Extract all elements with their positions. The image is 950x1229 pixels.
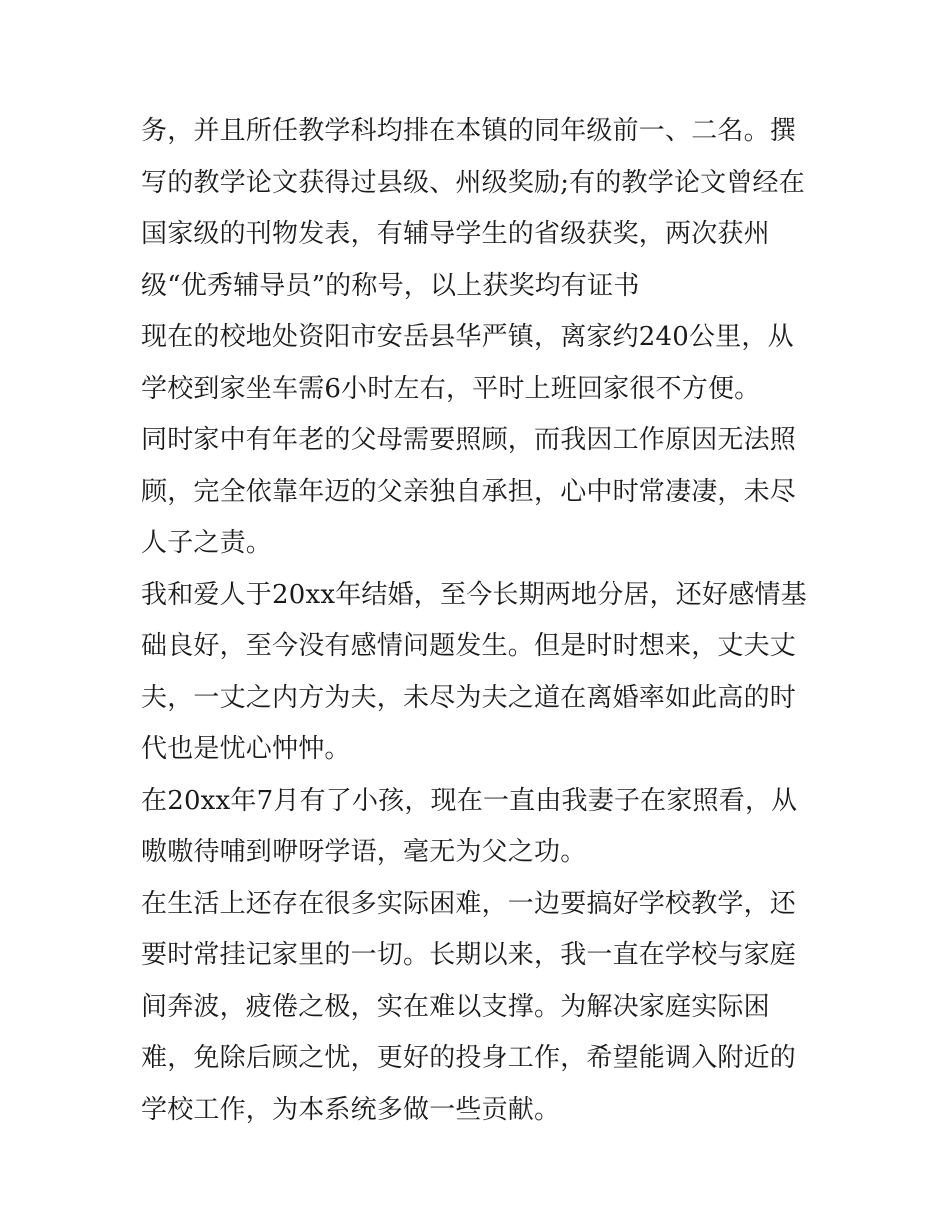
paragraph-awards: 务，并且所任教学科均排在本镇的同年级前一、二名。撰写的教学论文获得过县级、州级奖励;有的教学论文曾经在国家级的刊物发表，有辅导学生的省级获奖，两次获州级“优秀辅导员”的称号，以上获奖均有证书 xyxy=(141,116,805,301)
paragraph-marriage: 我和爱人于20xx年结婚，至今长期两地分居，还好感情基础良好，至今没有感情问题发生。但是时时想来，丈夫丈夫，一丈之内方为夫，未尽为夫之道在离婚率如此高的时代也是忧心忡忡。 xyxy=(141,579,807,764)
paragraph-request: 在生活上还存在很多实际困难，一边要搞好学校教学，还要时常挂记家里的一切。长期以来，我一直在学校与家庭间奔波，疲倦之极，实在难以支撑。为解决家庭实际困难，免除后顾之忧，更好的投身工作，希望能调入附近的学校工作，为本系统多做一些贡献。 xyxy=(141,888,797,1125)
paragraph-child: 在20xx年7月有了小孩，现在一直由我妻子在家照看，从嗷嗷待哺到咿呀学语，毫无为父之功。 xyxy=(141,785,798,867)
paragraph-parents: 同时家中有年老的父母需要照顾，而我因工作原因无法照顾，完全依靠年迈的父亲独自承担，心中时常凄凄，未尽人子之责。 xyxy=(141,425,797,558)
paragraph-school-location: 现在的校地处资阳市安岳县华严镇，离家约240公里，从学校到家坐车需6小时左右，平时上班回家很不方便。 xyxy=(141,322,794,404)
document-body xyxy=(141,106,813,1136)
